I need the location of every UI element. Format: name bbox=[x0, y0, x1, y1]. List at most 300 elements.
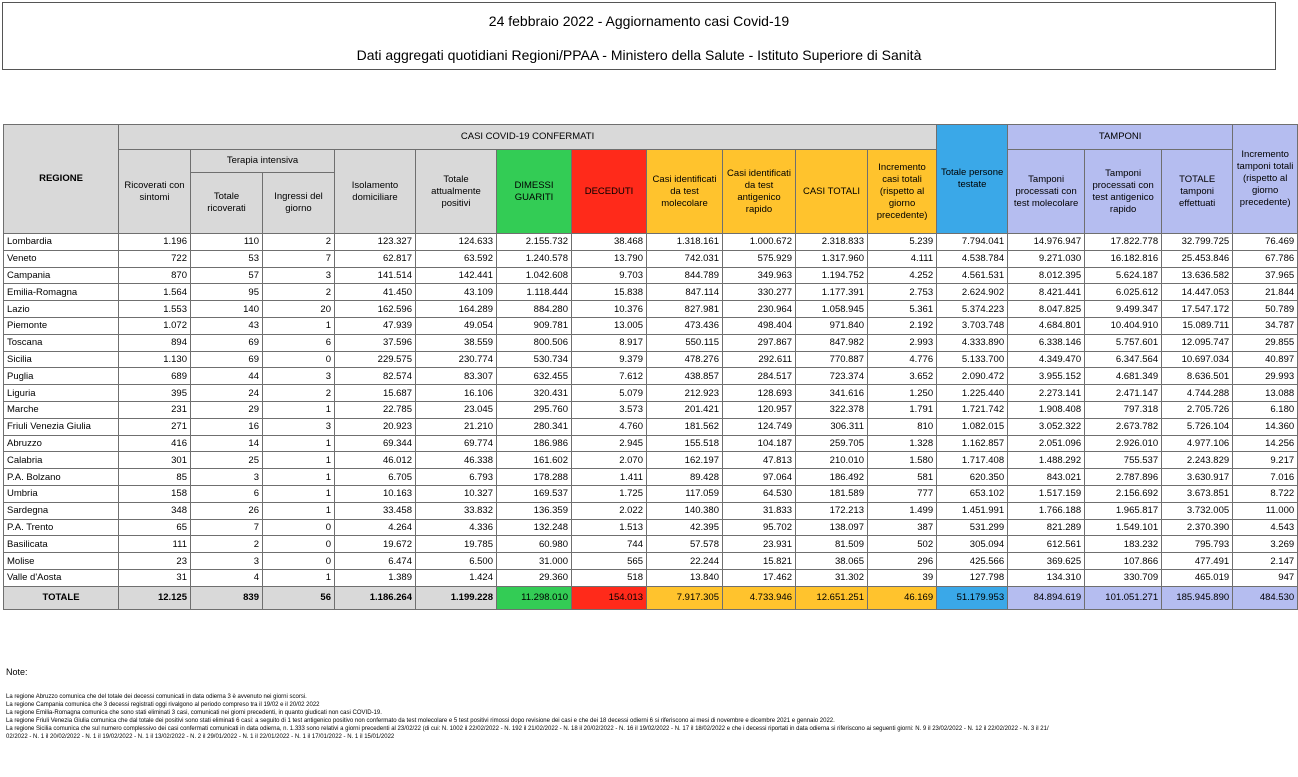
value-cell: 1.721.742 bbox=[937, 401, 1008, 418]
value-cell: 2.051.096 bbox=[1008, 435, 1085, 452]
value-cell: 847.982 bbox=[796, 334, 868, 351]
value-cell: 181.562 bbox=[647, 418, 723, 435]
total-label-cell: TOTALE bbox=[4, 586, 119, 609]
value-cell: 1 bbox=[263, 401, 335, 418]
value-cell: 83.307 bbox=[416, 368, 497, 385]
value-cell: 6.180 bbox=[1233, 401, 1298, 418]
value-cell: 3.955.152 bbox=[1008, 368, 1085, 385]
value-cell: 387 bbox=[868, 519, 937, 536]
value-cell: 7.794.041 bbox=[937, 234, 1008, 251]
value-cell: 132.248 bbox=[497, 519, 572, 536]
value-cell: 38.559 bbox=[416, 334, 497, 351]
value-cell: 2 bbox=[263, 385, 335, 402]
value-cell: 212.923 bbox=[647, 385, 723, 402]
value-cell: 5.239 bbox=[868, 234, 937, 251]
value-cell: 4.744.288 bbox=[1162, 385, 1233, 402]
value-cell: 6.705 bbox=[335, 469, 416, 486]
value-cell: 20.923 bbox=[335, 418, 416, 435]
note-line: La regione Friuli Venezia Giulia comunica che dal totale dei positivi sono stati eliminati 6 casi: a seguito di 1 test antigenico positivo non confermato da test molecolare e 5 test positivi rimossi dopo revisione dei casi e che dei 18 decessi odierni 6 si riferiscono ai mesi di novembre e dicembre 2021 e gennaio 2022. bbox=[6, 718, 835, 724]
region-name-cell: Molise bbox=[4, 553, 119, 570]
value-cell: 755.537 bbox=[1085, 452, 1162, 469]
table-row bbox=[4, 418, 1298, 435]
value-cell: 2.273.141 bbox=[1008, 385, 1085, 402]
table-row bbox=[4, 502, 1298, 519]
value-cell: 2.192 bbox=[868, 317, 937, 334]
value-cell: 13.005 bbox=[572, 317, 647, 334]
value-cell: 43 bbox=[191, 317, 263, 334]
header-totale-ricoverati: Totale ricoverati bbox=[191, 173, 263, 234]
header-casi-totali: CASI TOTALI bbox=[796, 150, 868, 234]
region-name-cell: Abruzzo bbox=[4, 435, 119, 452]
value-cell: 306.311 bbox=[796, 418, 868, 435]
value-cell: 2.090.472 bbox=[937, 368, 1008, 385]
header-dimessi-guariti: DIMESSI GUARITI bbox=[497, 150, 572, 234]
value-cell: 38.468 bbox=[572, 234, 647, 251]
value-cell: 1.177.391 bbox=[796, 284, 868, 301]
value-cell: 172.213 bbox=[796, 502, 868, 519]
value-cell: 46.338 bbox=[416, 452, 497, 469]
table-body bbox=[4, 234, 1298, 587]
value-cell: 1 bbox=[263, 469, 335, 486]
table-row bbox=[4, 234, 1298, 251]
value-cell: 24 bbox=[191, 385, 263, 402]
value-cell: 8.917 bbox=[572, 334, 647, 351]
value-cell: 134.310 bbox=[1008, 569, 1085, 586]
value-cell: 2.243.829 bbox=[1162, 452, 1233, 469]
value-cell: 3.673.851 bbox=[1162, 485, 1233, 502]
region-name-cell: Friuli Venezia Giulia bbox=[4, 418, 119, 435]
value-cell: 1.000.672 bbox=[723, 234, 796, 251]
value-cell: 230.964 bbox=[723, 301, 796, 318]
header-group-confermati: CASI COVID-19 CONFERMATI bbox=[119, 125, 937, 150]
value-cell: 1.058.945 bbox=[796, 301, 868, 318]
region-name-cell: Sardegna bbox=[4, 502, 119, 519]
value-cell: 2.471.147 bbox=[1085, 385, 1162, 402]
notes-title: Note: bbox=[6, 667, 28, 677]
value-cell: 6.474 bbox=[335, 553, 416, 570]
region-name-cell: Calabria bbox=[4, 452, 119, 469]
total-value-cell: 154.013 bbox=[572, 586, 647, 609]
value-cell: 297.867 bbox=[723, 334, 796, 351]
value-cell: 138.097 bbox=[796, 519, 868, 536]
value-cell: 31.000 bbox=[497, 553, 572, 570]
value-cell: 1.042.608 bbox=[497, 267, 572, 284]
report-subtitle: Dati aggregati quotidiani Regioni/PPAA - Ministero della Salute - Istituto Superiore di Sanità bbox=[356, 47, 922, 63]
value-cell: 8.722 bbox=[1233, 485, 1298, 502]
table-row bbox=[4, 284, 1298, 301]
value-cell: 127.798 bbox=[937, 569, 1008, 586]
value-cell: 2.022 bbox=[572, 502, 647, 519]
value-cell: 4.760 bbox=[572, 418, 647, 435]
covid-data-table bbox=[3, 124, 1298, 610]
value-cell: 16.106 bbox=[416, 385, 497, 402]
value-cell: 155.518 bbox=[647, 435, 723, 452]
value-cell: 2.993 bbox=[868, 334, 937, 351]
value-cell: 6.347.564 bbox=[1085, 351, 1162, 368]
total-value-cell: 56 bbox=[263, 586, 335, 609]
value-cell: 13.840 bbox=[647, 569, 723, 586]
value-cell: 2 bbox=[191, 536, 263, 553]
total-value-cell: 839 bbox=[191, 586, 263, 609]
value-cell: 3 bbox=[263, 267, 335, 284]
value-cell: 280.341 bbox=[497, 418, 572, 435]
value-cell: 14 bbox=[191, 435, 263, 452]
value-cell: 6.793 bbox=[416, 469, 497, 486]
value-cell: 10.404.910 bbox=[1085, 317, 1162, 334]
value-cell: 4.776 bbox=[868, 351, 937, 368]
value-cell: 117.059 bbox=[647, 485, 723, 502]
value-cell: 3.652 bbox=[868, 368, 937, 385]
value-cell: 425.566 bbox=[937, 553, 1008, 570]
value-cell: 20 bbox=[263, 301, 335, 318]
value-cell: 341.616 bbox=[796, 385, 868, 402]
value-cell: 3.630.917 bbox=[1162, 469, 1233, 486]
value-cell: 9.271.030 bbox=[1008, 250, 1085, 267]
value-cell: 575.929 bbox=[723, 250, 796, 267]
table-row bbox=[4, 536, 1298, 553]
value-cell: 5.361 bbox=[868, 301, 937, 318]
table-row bbox=[4, 267, 1298, 284]
value-cell: 120.957 bbox=[723, 401, 796, 418]
value-cell: 1.240.578 bbox=[497, 250, 572, 267]
value-cell: 22.785 bbox=[335, 401, 416, 418]
value-cell: 844.789 bbox=[647, 267, 723, 284]
value-cell: 6 bbox=[263, 334, 335, 351]
value-cell: 2.370.390 bbox=[1162, 519, 1233, 536]
value-cell: 3.732.005 bbox=[1162, 502, 1233, 519]
table-row bbox=[4, 485, 1298, 502]
value-cell: 13.088 bbox=[1233, 385, 1298, 402]
total-value-cell: 1.199.228 bbox=[416, 586, 497, 609]
value-cell: 183.232 bbox=[1085, 536, 1162, 553]
value-cell: 76.469 bbox=[1233, 234, 1298, 251]
value-cell: 29 bbox=[191, 401, 263, 418]
value-cell: 349.963 bbox=[723, 267, 796, 284]
table-row bbox=[4, 317, 1298, 334]
value-cell: 612.561 bbox=[1008, 536, 1085, 553]
value-cell: 296 bbox=[868, 553, 937, 570]
value-cell: 161.602 bbox=[497, 452, 572, 469]
value-cell: 1.389 bbox=[335, 569, 416, 586]
table-row bbox=[4, 469, 1298, 486]
total-value-cell: 4.733.946 bbox=[723, 586, 796, 609]
value-cell: 162.596 bbox=[335, 301, 416, 318]
value-cell: 2.624.902 bbox=[937, 284, 1008, 301]
value-cell: 186.492 bbox=[796, 469, 868, 486]
value-cell: 95.702 bbox=[723, 519, 796, 536]
total-value-cell: 7.917.305 bbox=[647, 586, 723, 609]
region-name-cell: Liguria bbox=[4, 385, 119, 402]
value-cell: 181.589 bbox=[796, 485, 868, 502]
value-cell: 531.299 bbox=[937, 519, 1008, 536]
value-cell: 3 bbox=[263, 418, 335, 435]
value-cell: 2.787.896 bbox=[1085, 469, 1162, 486]
value-cell: 23.045 bbox=[416, 401, 497, 418]
value-cell: 1.225.440 bbox=[937, 385, 1008, 402]
value-cell: 2.156.692 bbox=[1085, 485, 1162, 502]
value-cell: 0 bbox=[263, 553, 335, 570]
value-cell: 162.197 bbox=[647, 452, 723, 469]
total-row bbox=[4, 586, 1298, 609]
value-cell: 15.838 bbox=[572, 284, 647, 301]
total-value-cell: 46.169 bbox=[868, 586, 937, 609]
value-cell: 57.578 bbox=[647, 536, 723, 553]
value-cell: 2 bbox=[263, 284, 335, 301]
value-cell: 1.424 bbox=[416, 569, 497, 586]
value-cell: 69.774 bbox=[416, 435, 497, 452]
value-cell: 722 bbox=[119, 250, 191, 267]
value-cell: 4.336 bbox=[416, 519, 497, 536]
value-cell: 12.095.747 bbox=[1162, 334, 1233, 351]
value-cell: 14.256 bbox=[1233, 435, 1298, 452]
value-cell: 530.734 bbox=[497, 351, 572, 368]
value-cell: 44 bbox=[191, 368, 263, 385]
value-cell: 870 bbox=[119, 267, 191, 284]
header-ingressi-giorno: Ingressi del giorno bbox=[263, 173, 335, 234]
value-cell: 111 bbox=[119, 536, 191, 553]
table-row bbox=[4, 301, 1298, 318]
header-ricoverati: Ricoverati con sintomi bbox=[119, 150, 191, 234]
region-name-cell: Emilia-Romagna bbox=[4, 284, 119, 301]
value-cell: 723.374 bbox=[796, 368, 868, 385]
value-cell: 947 bbox=[1233, 569, 1298, 586]
total-value-cell: 51.179.953 bbox=[937, 586, 1008, 609]
value-cell: 40.897 bbox=[1233, 351, 1298, 368]
value-cell: 47.813 bbox=[723, 452, 796, 469]
value-cell: 2.318.833 bbox=[796, 234, 868, 251]
value-cell: 6.025.612 bbox=[1085, 284, 1162, 301]
value-cell: 3.703.748 bbox=[937, 317, 1008, 334]
total-value-cell: 1.186.264 bbox=[335, 586, 416, 609]
value-cell: 2.147 bbox=[1233, 553, 1298, 570]
value-cell: 5.133.700 bbox=[937, 351, 1008, 368]
header-terapia-intensiva: Terapia intensiva bbox=[191, 150, 335, 173]
value-cell: 1.250 bbox=[868, 385, 937, 402]
value-cell: 210.010 bbox=[796, 452, 868, 469]
value-cell: 478.276 bbox=[647, 351, 723, 368]
value-cell: 620.350 bbox=[937, 469, 1008, 486]
value-cell: 348 bbox=[119, 502, 191, 519]
value-cell: 136.359 bbox=[497, 502, 572, 519]
value-cell: 4.684.801 bbox=[1008, 317, 1085, 334]
notes-lines bbox=[6, 693, 1274, 741]
value-cell: 69 bbox=[191, 334, 263, 351]
value-cell: 330.709 bbox=[1085, 569, 1162, 586]
value-cell: 8.047.825 bbox=[1008, 301, 1085, 318]
value-cell: 19.785 bbox=[416, 536, 497, 553]
value-cell: 320.431 bbox=[497, 385, 572, 402]
value-cell: 301 bbox=[119, 452, 191, 469]
value-cell: 8.636.501 bbox=[1162, 368, 1233, 385]
value-cell: 1 bbox=[263, 569, 335, 586]
region-name-cell: Sicilia bbox=[4, 351, 119, 368]
value-cell: 124.633 bbox=[416, 234, 497, 251]
region-name-cell: Lazio bbox=[4, 301, 119, 318]
value-cell: 9.379 bbox=[572, 351, 647, 368]
value-cell: 2 bbox=[263, 234, 335, 251]
value-cell: 894 bbox=[119, 334, 191, 351]
value-cell: 2.673.782 bbox=[1085, 418, 1162, 435]
value-cell: 3 bbox=[191, 553, 263, 570]
value-cell: 141.514 bbox=[335, 267, 416, 284]
value-cell: 4.264 bbox=[335, 519, 416, 536]
report-header bbox=[2, 2, 1276, 70]
value-cell: 14.360 bbox=[1233, 418, 1298, 435]
value-cell: 230.774 bbox=[416, 351, 497, 368]
value-cell: 85 bbox=[119, 469, 191, 486]
value-cell: 201.421 bbox=[647, 401, 723, 418]
value-cell: 5.757.601 bbox=[1085, 334, 1162, 351]
table-row bbox=[4, 351, 1298, 368]
value-cell: 23.931 bbox=[723, 536, 796, 553]
total-value-cell: 12.125 bbox=[119, 586, 191, 609]
value-cell: 186.986 bbox=[497, 435, 572, 452]
value-cell: 17.822.778 bbox=[1085, 234, 1162, 251]
value-cell: 164.289 bbox=[416, 301, 497, 318]
value-cell: 827.981 bbox=[647, 301, 723, 318]
value-cell: 1 bbox=[263, 485, 335, 502]
value-cell: 33.458 bbox=[335, 502, 416, 519]
value-cell: 3 bbox=[191, 469, 263, 486]
value-cell: 0 bbox=[263, 519, 335, 536]
value-cell: 465.019 bbox=[1162, 569, 1233, 586]
value-cell: 653.102 bbox=[937, 485, 1008, 502]
header-attualmente-positivi: Totale attualmente positivi bbox=[416, 150, 497, 234]
value-cell: 97.064 bbox=[723, 469, 796, 486]
table-row bbox=[4, 452, 1298, 469]
header-group-tamponi: TAMPONI bbox=[1008, 125, 1233, 150]
value-cell: 37.965 bbox=[1233, 267, 1298, 284]
value-cell: 21.210 bbox=[416, 418, 497, 435]
table-row bbox=[4, 401, 1298, 418]
value-cell: 41.450 bbox=[335, 284, 416, 301]
value-cell: 4.538.784 bbox=[937, 250, 1008, 267]
value-cell: 6.500 bbox=[416, 553, 497, 570]
header-incremento-tamponi: Incremento tamponi totali (rispetto al giorno precedente) bbox=[1233, 125, 1298, 234]
value-cell: 53 bbox=[191, 250, 263, 267]
region-name-cell: Umbria bbox=[4, 485, 119, 502]
value-cell: 7 bbox=[263, 250, 335, 267]
value-cell: 64.530 bbox=[723, 485, 796, 502]
total-value-cell: 11.298.010 bbox=[497, 586, 572, 609]
value-cell: 3.052.322 bbox=[1008, 418, 1085, 435]
value-cell: 3.573 bbox=[572, 401, 647, 418]
value-cell: 4.333.890 bbox=[937, 334, 1008, 351]
region-name-cell: Veneto bbox=[4, 250, 119, 267]
value-cell: 15.687 bbox=[335, 385, 416, 402]
value-cell: 15.089.711 bbox=[1162, 317, 1233, 334]
value-cell: 795.793 bbox=[1162, 536, 1233, 553]
value-cell: 744 bbox=[572, 536, 647, 553]
value-cell: 60.980 bbox=[497, 536, 572, 553]
value-cell: 8.012.395 bbox=[1008, 267, 1085, 284]
value-cell: 124.749 bbox=[723, 418, 796, 435]
value-cell: 3.269 bbox=[1233, 536, 1298, 553]
value-cell: 4.977.106 bbox=[1162, 435, 1233, 452]
value-cell: 1.517.159 bbox=[1008, 485, 1085, 502]
value-cell: 330.277 bbox=[723, 284, 796, 301]
header-deceduti: DECEDUTI bbox=[572, 150, 647, 234]
value-cell: 23 bbox=[119, 553, 191, 570]
header-incremento-casi: Incremento casi totali (rispetto al giorno precedente) bbox=[868, 150, 937, 234]
value-cell: 1.082.015 bbox=[937, 418, 1008, 435]
value-cell: 4 bbox=[191, 569, 263, 586]
value-cell: 31 bbox=[119, 569, 191, 586]
value-cell: 7.016 bbox=[1233, 469, 1298, 486]
value-cell: 4.252 bbox=[868, 267, 937, 284]
value-cell: 632.455 bbox=[497, 368, 572, 385]
value-cell: 1.118.444 bbox=[497, 284, 572, 301]
note-line: La regione Abruzzo comunica che del totale dei decessi comunicati in data odierna 3 è avvenuto nei giorni scorsi. bbox=[6, 694, 307, 700]
value-cell: 21.844 bbox=[1233, 284, 1298, 301]
value-cell: 438.857 bbox=[647, 368, 723, 385]
value-cell: 65 bbox=[119, 519, 191, 536]
value-cell: 1.328 bbox=[868, 435, 937, 452]
value-cell: 800.506 bbox=[497, 334, 572, 351]
table-row bbox=[4, 250, 1298, 267]
value-cell: 2.070 bbox=[572, 452, 647, 469]
report-title: 24 febbraio 2022 - Aggiornamento casi Covid-19 bbox=[488, 13, 790, 29]
value-cell: 82.574 bbox=[335, 368, 416, 385]
value-cell: 47.939 bbox=[335, 317, 416, 334]
region-name-cell: Puglia bbox=[4, 368, 119, 385]
value-cell: 16 bbox=[191, 418, 263, 435]
value-cell: 32.799.725 bbox=[1162, 234, 1233, 251]
value-cell: 295.760 bbox=[497, 401, 572, 418]
note-line: 02/2022 - N. 1 il 20/02/2022 - N. 1 il 19/02/2022 - N. 1 il 13/02/2022 - N. 2 il 29/01/2022 - N. 1 il 22/01/2022 - N. 1 il 17/01/2022 - N. 1 il 15/01/2022 bbox=[6, 734, 395, 740]
value-cell: 1.725 bbox=[572, 485, 647, 502]
value-cell: 797.318 bbox=[1085, 401, 1162, 418]
value-cell: 231 bbox=[119, 401, 191, 418]
value-cell: 49.054 bbox=[416, 317, 497, 334]
value-cell: 322.378 bbox=[796, 401, 868, 418]
value-cell: 17.462 bbox=[723, 569, 796, 586]
note-line: La regione Campania comunica che 3 decessi registrati oggi rivalgono al periodo compreso tra il 19/02 e il 20/02 2022 bbox=[6, 702, 320, 708]
value-cell: 14.976.947 bbox=[1008, 234, 1085, 251]
value-cell: 158 bbox=[119, 485, 191, 502]
value-cell: 4.681.349 bbox=[1085, 368, 1162, 385]
value-cell: 1.488.292 bbox=[1008, 452, 1085, 469]
value-cell: 1.317.960 bbox=[796, 250, 868, 267]
value-cell: 1.072 bbox=[119, 317, 191, 334]
region-name-cell: Lombardia bbox=[4, 234, 119, 251]
value-cell: 1.451.991 bbox=[937, 502, 1008, 519]
value-cell: 142.441 bbox=[416, 267, 497, 284]
value-cell: 43.109 bbox=[416, 284, 497, 301]
value-cell: 89.428 bbox=[647, 469, 723, 486]
value-cell: 69 bbox=[191, 351, 263, 368]
value-cell: 110 bbox=[191, 234, 263, 251]
table-row bbox=[4, 569, 1298, 586]
value-cell: 810 bbox=[868, 418, 937, 435]
total-value-cell: 84.894.619 bbox=[1008, 586, 1085, 609]
value-cell: 7 bbox=[191, 519, 263, 536]
total-value-cell: 101.051.271 bbox=[1085, 586, 1162, 609]
value-cell: 369.625 bbox=[1008, 553, 1085, 570]
value-cell: 1 bbox=[263, 452, 335, 469]
value-cell: 10.163 bbox=[335, 485, 416, 502]
region-name-cell: P.A. Bolzano bbox=[4, 469, 119, 486]
value-cell: 477.491 bbox=[1162, 553, 1233, 570]
value-cell: 1.564 bbox=[119, 284, 191, 301]
value-cell: 271 bbox=[119, 418, 191, 435]
value-cell: 1.194.752 bbox=[796, 267, 868, 284]
value-cell: 0 bbox=[263, 351, 335, 368]
value-cell: 498.404 bbox=[723, 317, 796, 334]
value-cell: 259.705 bbox=[796, 435, 868, 452]
value-cell: 37.596 bbox=[335, 334, 416, 351]
value-cell: 29.360 bbox=[497, 569, 572, 586]
